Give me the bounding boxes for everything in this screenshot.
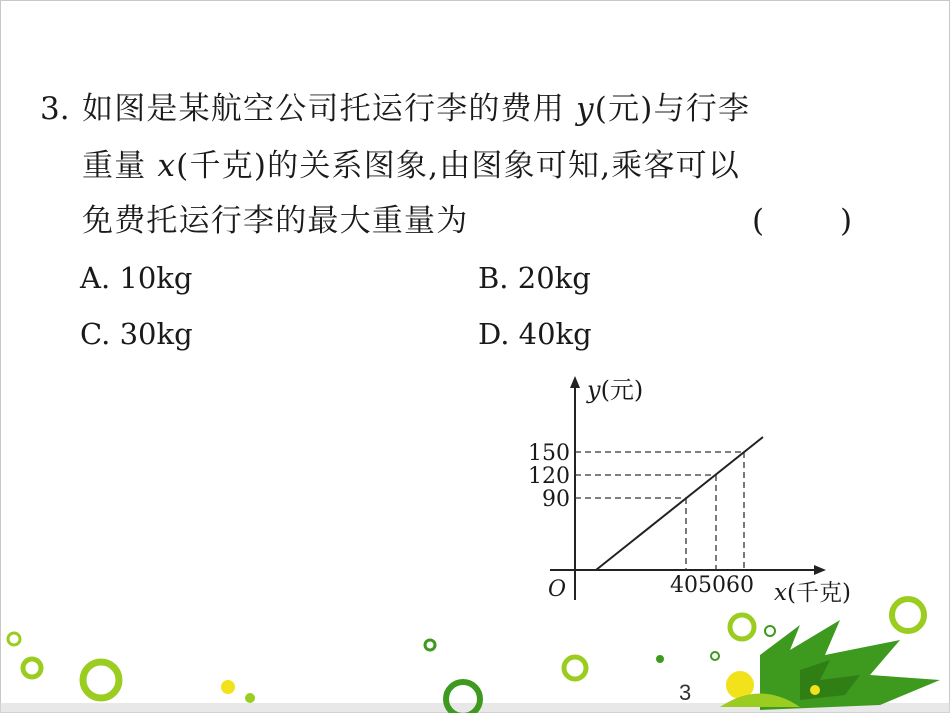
question-line-3: 免费托运行李的最大重量为 [82, 203, 469, 239]
question-line-1 [82, 92, 750, 126]
x-tick-labels: 405060 [670, 573, 754, 598]
y-tick-90: 90 [542, 487, 570, 512]
ring-icon [711, 652, 719, 660]
y-tick-150: 150 [528, 441, 570, 466]
x-axis-unit: (千克) [786, 580, 851, 606]
option-a[interactable]: A. 10kg [80, 261, 193, 295]
ring-icon [83, 662, 119, 698]
ring-icon [564, 657, 586, 679]
x-axis-var: x [774, 580, 787, 606]
answer-paren-close: ) [840, 203, 853, 239]
ring-icon [730, 615, 754, 639]
y-tick-120: 120 [528, 464, 570, 489]
dot-icon [221, 680, 235, 694]
question-line-2 [82, 149, 740, 183]
origin-label: O [548, 577, 567, 602]
question-line-2-text: 重量 [82, 148, 158, 184]
variable-y: y [576, 91, 595, 127]
question-number: 3. [40, 91, 70, 127]
cost-weight-graph [520, 370, 870, 610]
ring-icon [23, 659, 41, 677]
y-axis-unit: (元) [600, 376, 644, 404]
option-d[interactable]: D. 40kg [478, 317, 592, 351]
option-c[interactable]: C. 30kg [80, 317, 193, 351]
dot-icon [656, 655, 664, 663]
question-line-1-text: 如图是某航空公司托运行李的费用 [82, 91, 577, 127]
ring-icon [425, 640, 435, 650]
ring-icon [765, 626, 775, 636]
decorative-footer [0, 595, 950, 713]
option-b[interactable]: B. 20kg [478, 261, 591, 295]
dot-icon [245, 693, 255, 703]
variable-x: x [157, 148, 177, 184]
page-number: 3 [679, 680, 692, 705]
y-axis-label [586, 376, 643, 404]
y-axis-var: y [587, 376, 601, 404]
ring-icon [892, 599, 924, 631]
question-line-1-tail: (元)与行李 [594, 91, 751, 127]
dot-icon [810, 685, 820, 695]
maple-leaf-icon [760, 620, 940, 710]
ring-icon [8, 633, 20, 645]
answer-paren-open: ( [752, 203, 765, 239]
question-line-2-tail: (千克)的关系图象,由图象可知,乘客可以 [176, 148, 741, 184]
